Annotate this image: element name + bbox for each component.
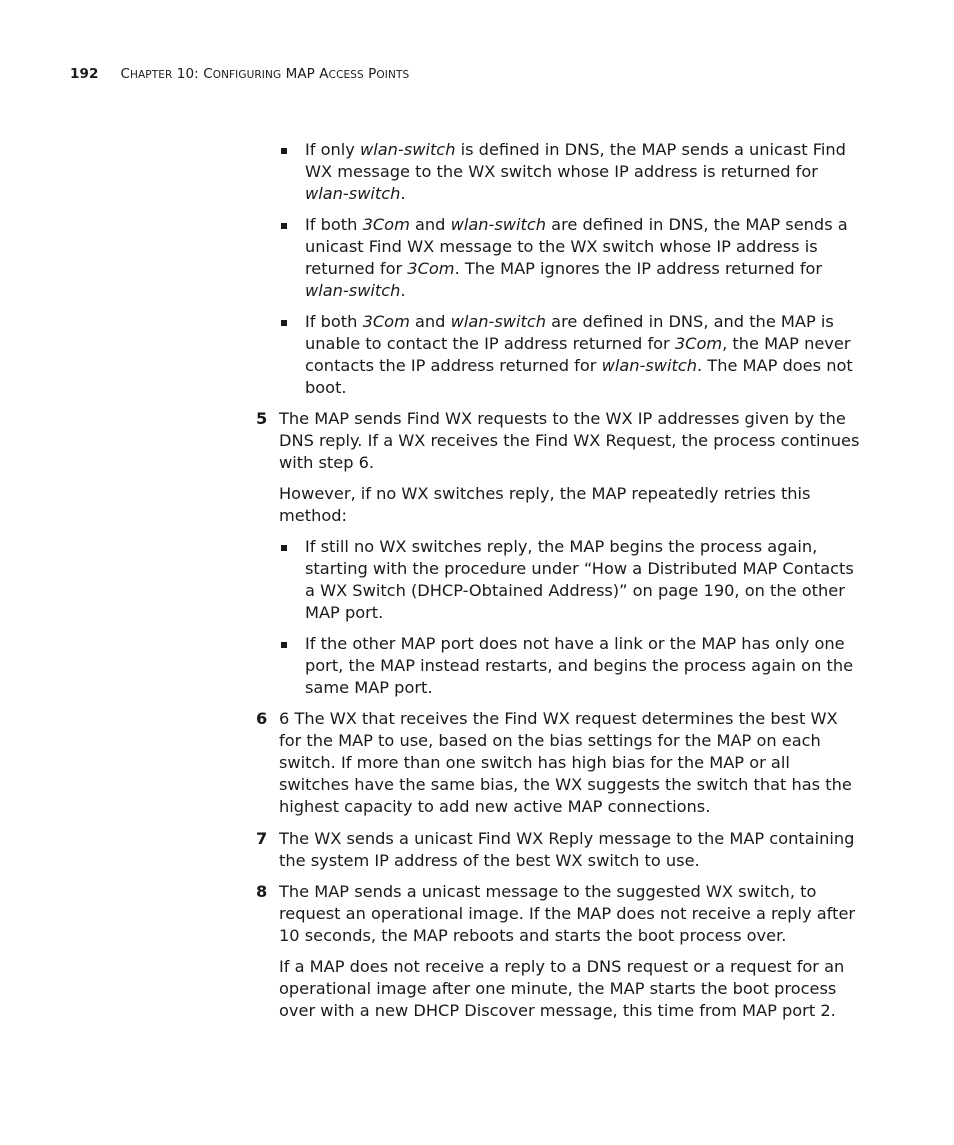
bullet-marker bbox=[281, 320, 287, 326]
bullet-item: If only wlan-switch is defined in DNS, the MAP sends a unicast Find WX message to the WX switch whose IP address is returned for wlan-switch. bbox=[305, 140, 846, 203]
bullet-marker bbox=[281, 148, 287, 154]
running-header bbox=[70, 66, 409, 82]
bullet-item: If both 3Com and wlan-switch are defined in DNS, and the MAP is unable to contact the IP address returned for 3Com, the MAP never contacts the IP address returned for wlan-switch. The MAP does not boot. bbox=[305, 312, 853, 397]
step-followup: If a MAP does not receive a reply to a DNS request or a request for an operational image after one minute, the MAP starts the boot process over with a new DHCP Discover message, this time from MAP port 2. bbox=[279, 957, 845, 1020]
step-text: 6 The WX that receives the Find WX request determines the best WX for the MAP to use, based on the bias settings for the MAP on each switch. If more than one switch has high bias for the MAP or all switches have the same bias, the WX suggests the switch that has the highest capacity to add new active MAP connections. bbox=[279, 709, 852, 816]
step-number: 6 bbox=[256, 709, 268, 728]
bullet-item: If both 3Com and wlan-switch are defined in DNS, the MAP sends a unicast Find WX message to the WX switch whose IP address is returned for 3Com. The MAP ignores the IP address returned for wlan-switch. bbox=[305, 215, 848, 300]
bullet-item: If the other MAP port does not have a link or the MAP has only one port, the MAP instead restarts, and begins the process again on the same MAP port. bbox=[305, 634, 854, 697]
step-followup: However, if no WX switches reply, the MAP repeatedly retries this method: bbox=[279, 484, 811, 525]
step-number: 7 bbox=[256, 829, 268, 848]
bullet-marker bbox=[281, 223, 287, 229]
step-text: The MAP sends Find WX requests to the WX IP addresses given by the DNS reply. If a WX receives the Find WX Request, the process continues with step 6. bbox=[279, 409, 860, 472]
bullet-item: If still no WX switches reply, the MAP begins the process again, starting with the procedure under “How a Distributed MAP Contacts a WX Switch (DHCP-Obtained Address)” on page 190, on the other MAP port. bbox=[305, 537, 854, 622]
step-text: The WX sends a unicast Find WX Reply message to the MAP containing the system IP address of the best WX switch to use. bbox=[279, 829, 855, 870]
step-number: 5 bbox=[256, 409, 268, 428]
step-text: The MAP sends a unicast message to the suggested WX switch, to request an operational image. If the MAP does not receive a reply after 10 seconds, the MAP reboots and starts the boot process over. bbox=[279, 882, 856, 945]
chapter-title: CHAPTER 10: CONFIGURING MAP ACCESS POINTS bbox=[120, 66, 410, 82]
bullet-marker bbox=[281, 545, 287, 551]
page-number: 192 bbox=[70, 66, 99, 82]
bullet-marker bbox=[281, 642, 287, 648]
step-number: 8 bbox=[256, 882, 268, 901]
